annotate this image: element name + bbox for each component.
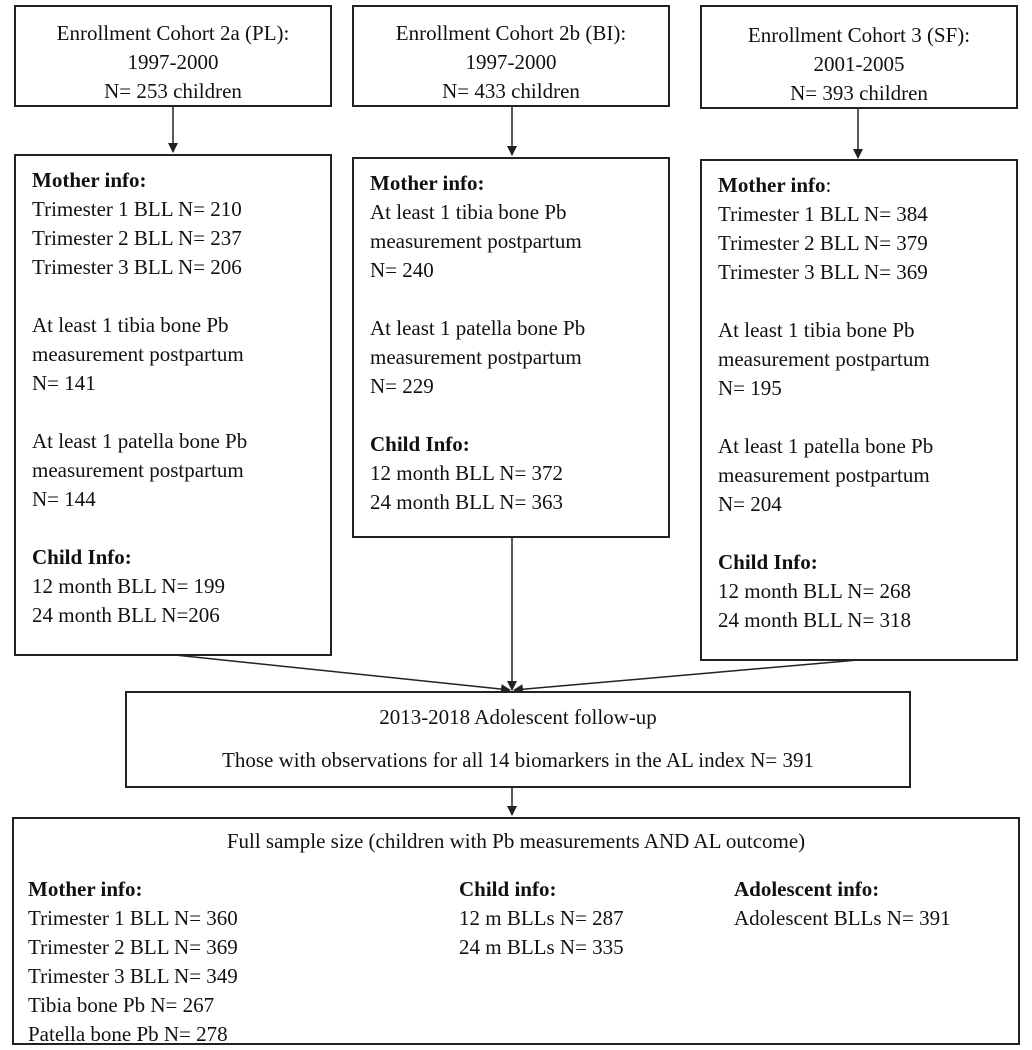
cohort-2b-patella-line-1: At least 1 patella bone Pb [370, 316, 586, 340]
cohort-2a-info-box [14, 154, 332, 656]
cohort-3-patella-line-2: measurement postpartum [718, 463, 930, 487]
arrow-3-to-followup [514, 660, 858, 690]
cohort-2a-patella-line-2: measurement postpartum [32, 458, 244, 482]
cohort-3-mother-colon: : [825, 173, 832, 197]
full-sample-child-column [459, 875, 624, 962]
cohort-3-trimester-2: Trimester 2 BLL N= 379 [718, 231, 928, 255]
cohort-2a-tibia-line-2: measurement postpartum [32, 342, 244, 366]
full-sample-adolescent-heading: Adolescent info: [734, 877, 880, 901]
cohort-2b-mother-heading: Mother info: [370, 171, 485, 195]
cohort-3-child-24m: 24 month BLL N= 318 [718, 608, 912, 632]
cohort-2b-patella-line-2: measurement postpartum [370, 345, 582, 369]
full-sample-mother-heading: Mother info: [28, 877, 143, 901]
cohort-2b-info-box [352, 157, 670, 538]
cohort-2a-tibia-n: N= 141 [32, 371, 96, 395]
cohort-3-box [700, 5, 1018, 109]
followup-title: 2013-2018 Adolescent follow-up [379, 705, 657, 729]
full-sample-mother-item: Trimester 2 BLL N= 369 [28, 935, 238, 959]
cohort-2b-tibia-n: N= 240 [370, 258, 434, 282]
cohort-3-n: N= 393 children [790, 81, 928, 105]
full-sample-child-item: 24 m BLLs N= 335 [459, 935, 624, 959]
cohort-3-title: Enrollment Cohort 3 (SF): [747, 23, 971, 47]
full-sample-mother-item: Tibia bone Pb N= 267 [28, 993, 215, 1017]
cohort-2a-title: Enrollment Cohort 2a (PL): [56, 21, 290, 45]
cohort-3-child-heading: Child Info: [718, 550, 818, 574]
cohort-2b-child-24m: 24 month BLL N= 363 [370, 490, 564, 514]
full-sample-title: Full sample size (children with Pb measurements AND AL outcome) [226, 829, 806, 853]
cohort-2a-trimester-3: Trimester 3 BLL N= 206 [32, 255, 242, 279]
cohort-3-tibia-line-1: At least 1 tibia bone Pb [718, 318, 915, 342]
full-sample-mother-item: Trimester 1 BLL N= 360 [28, 906, 238, 930]
cohort-2a-child-24m: 24 month BLL N=206 [32, 603, 220, 627]
cohort-2b-child-12m: 12 month BLL N= 372 [370, 461, 564, 485]
cohort-3-trimester-1: Trimester 1 BLL N= 384 [718, 202, 928, 226]
cohort-2b-title: Enrollment Cohort 2b (BI): [395, 21, 627, 45]
cohort-2a-years: 1997-2000 [127, 50, 219, 74]
cohort-2a-trimester-2: Trimester 2 BLL N= 237 [32, 226, 242, 250]
full-sample-adolescent-column [734, 875, 951, 933]
full-sample-child-heading: Child info: [459, 877, 557, 901]
arrow-2a-to-followup [175, 655, 510, 690]
cohort-2a-patella-n: N= 144 [32, 487, 96, 511]
cohort-2a-child-heading: Child Info: [32, 545, 132, 569]
cohort-2a-box [14, 5, 332, 107]
cohort-3-trimester-3: Trimester 3 BLL N= 369 [718, 260, 928, 284]
cohort-3-mother-heading: Mother info [718, 173, 826, 197]
full-sample-child-item: 12 m BLLs N= 287 [459, 906, 624, 930]
cohort-3-tibia-line-2: measurement postpartum [718, 347, 930, 371]
full-sample-adolescent-item: Adolescent BLLs N= 391 [734, 906, 951, 930]
cohort-2a-mother-heading: Mother info: [32, 168, 147, 192]
cohort-2b-years: 1997-2000 [465, 50, 557, 74]
cohort-2b-box [352, 5, 670, 107]
followup-box [125, 691, 911, 788]
cohort-2b-child-heading: Child Info: [370, 432, 470, 456]
cohort-2a-patella-line-1: At least 1 patella bone Pb [32, 429, 248, 453]
cohort-3-patella-line-1: At least 1 patella bone Pb [718, 434, 934, 458]
cohort-2b-n: N= 433 children [442, 79, 580, 103]
full-sample-mother-item: Patella bone Pb N= 278 [28, 1022, 228, 1046]
full-sample-mother-column [28, 875, 238, 1049]
cohort-2a-tibia-line-1: At least 1 tibia bone Pb [32, 313, 229, 337]
cohort-3-patella-n: N= 204 [718, 492, 782, 516]
cohort-2b-tibia-line-1: At least 1 tibia bone Pb [370, 200, 567, 224]
cohort-2a-child-12m: 12 month BLL N= 199 [32, 574, 226, 598]
followup-detail: Those with observations for all 14 biomarkers in the AL index N= 391 [222, 748, 814, 772]
cohort-3-years: 2001-2005 [813, 52, 905, 76]
cohort-2a-trimester-1: Trimester 1 BLL N= 210 [32, 197, 242, 221]
cohort-3-info-box [700, 159, 1018, 661]
full-sample-mother-item: Trimester 3 BLL N= 349 [28, 964, 238, 988]
cohort-3-tibia-n: N= 195 [718, 376, 782, 400]
cohort-3-child-12m: 12 month BLL N= 268 [718, 579, 912, 603]
cohort-2b-patella-n: N= 229 [370, 374, 434, 398]
cohort-2a-n: N= 253 children [104, 79, 242, 103]
cohort-2b-tibia-line-2: measurement postpartum [370, 229, 582, 253]
full-sample-box [12, 817, 1020, 1045]
